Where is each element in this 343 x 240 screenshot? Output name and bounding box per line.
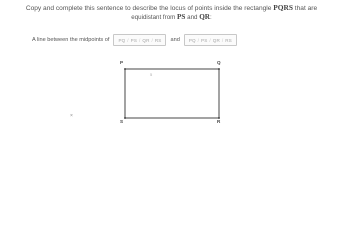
- side-dropdown-2-option-qr[interactable]: QR: [212, 37, 220, 43]
- vertex-q-dot: [218, 68, 220, 70]
- question-line2-end: :: [209, 14, 212, 21]
- side-dropdown-1[interactable]: [113, 34, 166, 46]
- separator: /: [151, 37, 153, 43]
- answer-and: and: [170, 37, 180, 43]
- answer-prefix: A line between the midpoints of: [32, 37, 110, 43]
- question-text: [0, 3, 343, 22]
- question-line1-text: Copy and complete this sentence to describe the locus of points inside the rectangle: [25, 5, 274, 12]
- side-dropdown-2-option-ps[interactable]: PS: [201, 37, 208, 43]
- separator: /: [127, 37, 129, 43]
- question-line2-text: equidistant from: [131, 14, 178, 21]
- question-line1: [26, 5, 317, 12]
- cursor-mark: ×: [70, 113, 73, 119]
- separator: /: [209, 37, 211, 43]
- vertex-label-r: R: [217, 119, 221, 124]
- vertex-p-dot: [124, 68, 126, 70]
- side-b: QR: [199, 13, 210, 21]
- side-dropdown-1-option-rs[interactable]: RS: [154, 37, 162, 43]
- vertex-label-q: Q: [217, 60, 221, 65]
- answer-sentence: [32, 34, 237, 46]
- question-line2: [0, 13, 343, 22]
- rectangle-pqrs: [125, 69, 219, 118]
- side-dropdown-2[interactable]: [184, 34, 237, 46]
- vertex-label-s: S: [120, 119, 124, 124]
- side-dropdown-1-option-qr[interactable]: QR: [142, 37, 150, 43]
- side-dropdown-1-option-ps[interactable]: PS: [130, 37, 137, 43]
- side-dropdown-2-option-pq[interactable]: PQ: [188, 37, 196, 43]
- vertex-s-dot: [124, 117, 126, 119]
- side-dropdown-2-option-rs[interactable]: RS: [225, 37, 232, 43]
- vertex-label-p: P: [120, 60, 124, 65]
- separator: /: [221, 37, 224, 43]
- separator: /: [197, 37, 200, 43]
- side-dropdown-1-option-pq[interactable]: PQ: [118, 37, 126, 43]
- inner-mark: 5: [150, 72, 153, 77]
- question-line2-mid: and: [185, 14, 200, 21]
- shape-name: PQRS: [273, 3, 293, 12]
- separator: /: [139, 37, 141, 43]
- side-a: PS: [177, 13, 186, 21]
- question-line1-end: that are: [292, 5, 318, 12]
